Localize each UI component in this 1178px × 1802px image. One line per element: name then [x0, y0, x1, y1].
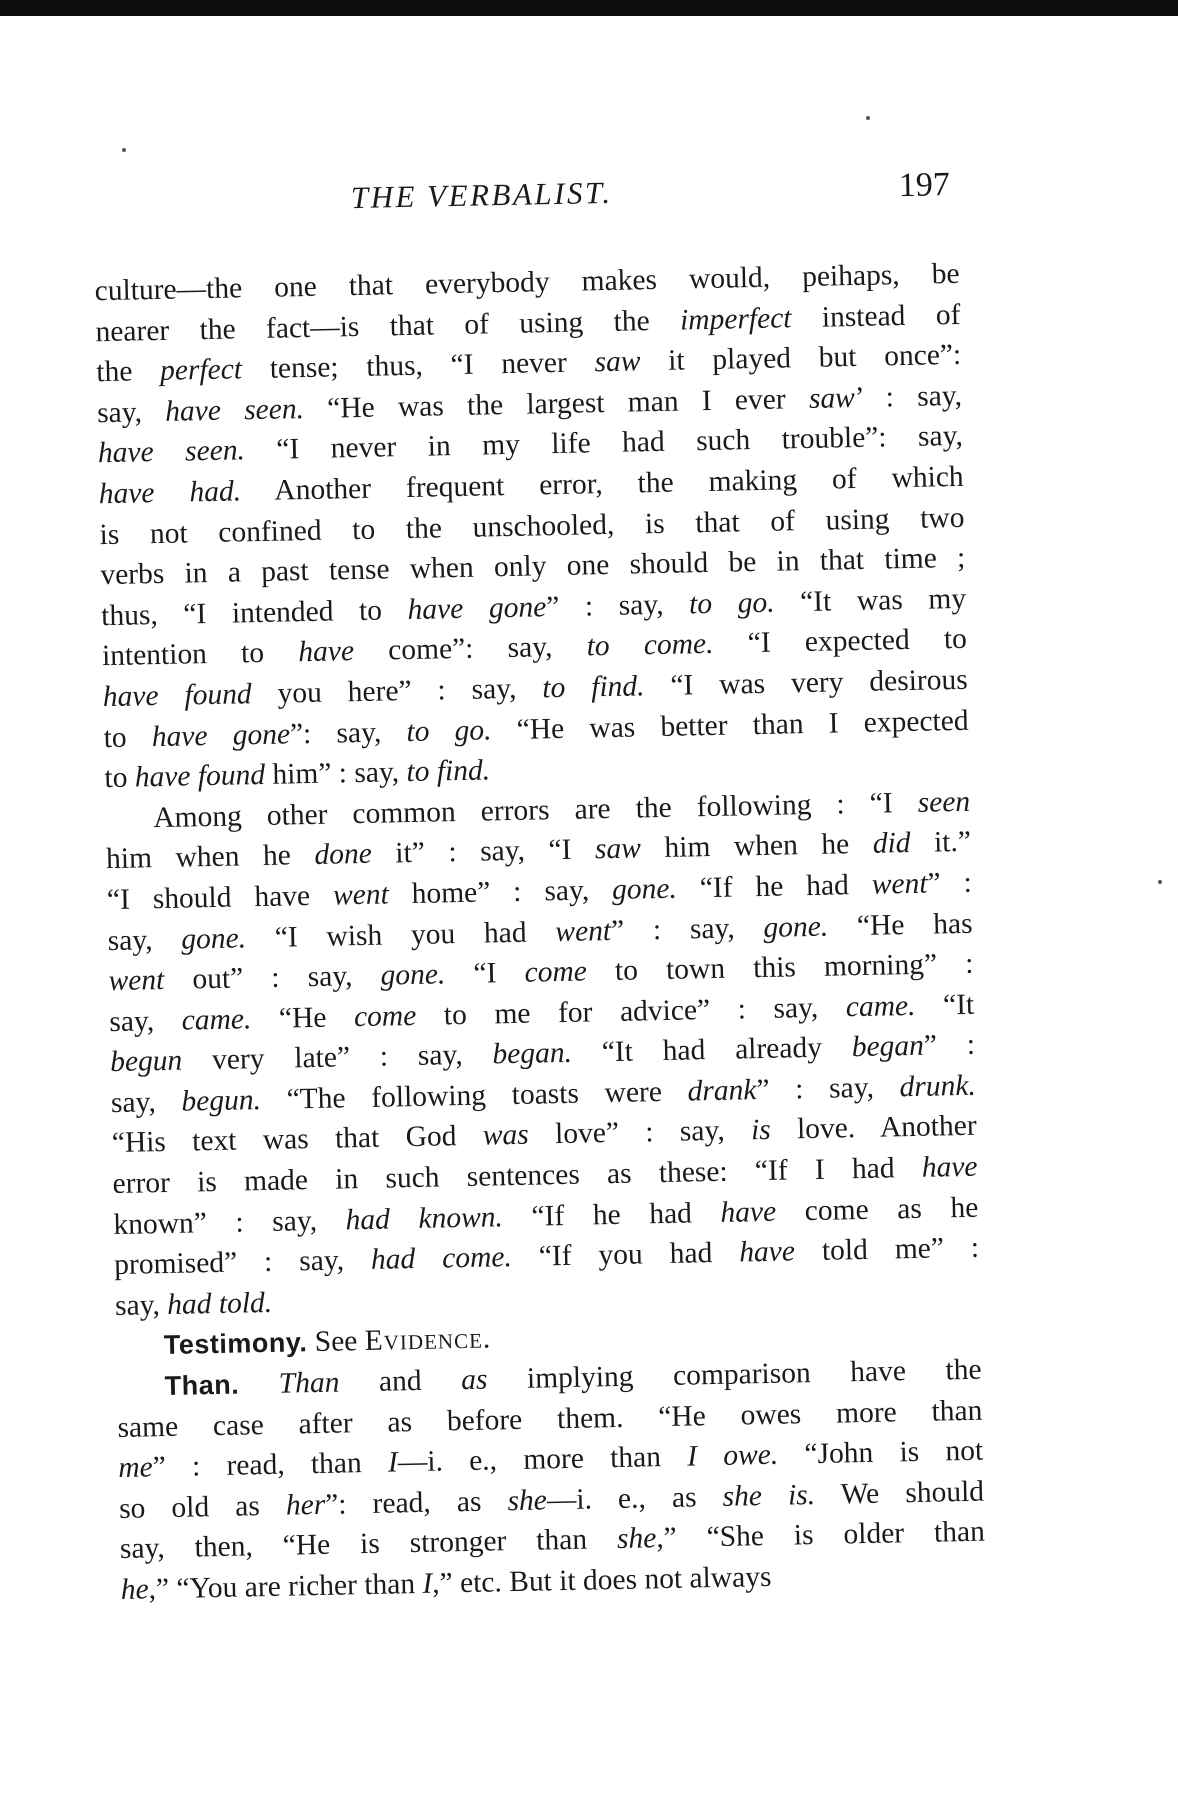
text-line: culture—the one that everybody makes would, peihaps, be: [94, 257, 960, 308]
text-line: went out” : say, gone. “I come to town this morning” :: [108, 947, 974, 998]
text-line: same case after as before them. “He owes more than: [117, 1394, 983, 1444]
paragraph-p2: [105, 781, 980, 1326]
running-head: THE VERBALIST.: [350, 174, 613, 216]
text-line: say, came. “He come to me for advice” : say, came. “It: [109, 988, 975, 1038]
text-line: say, have seen. “He was the largest man I ever saw’ : say,: [96, 379, 963, 429]
text-line: “His text was that God was love” : say, is love. Another: [111, 1110, 977, 1160]
text-line: verbs in a past tense when only one should be in that time ;: [100, 541, 966, 592]
page-header: [93, 168, 959, 235]
text-line: have had. Another frequent error, the making of which: [98, 460, 964, 511]
page-number: 197: [898, 166, 951, 205]
paragraph-p4: [116, 1350, 986, 1611]
text-line: “I should have went home” : say, gone. “If he had went” :: [106, 866, 973, 917]
text-line: thus, “I intended to have gone” : say, to go. “It was my: [100, 582, 967, 632]
text-line: is not confined to the unschooled, is that of using two: [99, 501, 965, 551]
text-line: intention to have come”: say, to come. “I expected to: [101, 623, 968, 673]
text-line: Among other common errors are the following : “I seen: [152, 785, 971, 834]
text-line: have seen. “I never in my life had such trouble”: say,: [97, 420, 964, 470]
text-line: he,” “You are richer than I,” etc. But it does not always: [120, 1560, 772, 1606]
paragraph-p1: [94, 254, 969, 799]
text-line: nearer the fact—is that of using the imperfect instead of: [95, 298, 961, 348]
text-line: me” : read, than I—i. e., more than I owe. “John is not: [118, 1434, 984, 1485]
text-line: say, begun. “The following toasts were drank” : say, drunk.: [110, 1069, 977, 1119]
text-line: him when he done it” : say, “I saw him when he did it.”: [105, 826, 972, 876]
text-line: to have found him” : say, to find.: [104, 754, 491, 795]
text-line: Than. Than and as implying comparison have the: [164, 1353, 982, 1402]
text-line: say, then, “He is stronger than she,” “She is older than: [119, 1516, 986, 1566]
text-line: so old as her”: read, as she—i. e., as she is. We should: [118, 1475, 985, 1525]
text-line: to have gone”: say, to go. “He was better than I expected: [103, 704, 969, 754]
text-line: have found you here” : say, to find. “I was very desirous: [102, 663, 968, 714]
text-line: begun very late” : say, began. “It had already began” :: [109, 1029, 976, 1079]
text-line: say, gone. “I wish you had went” : say, gone. “He has: [107, 907, 973, 957]
text-line: error is made in such sentences as these: “If I had have: [112, 1150, 978, 1201]
body-text: [94, 254, 986, 1611]
text-line: say, had told.: [114, 1286, 273, 1322]
text-line: Testimony. See Evidence.: [163, 1322, 492, 1361]
text-line: promised” : say, had come. “If you had have told me” :: [113, 1231, 980, 1282]
text-line: known” : say, had known. “If he had have come as he: [113, 1191, 979, 1241]
text-line: the perfect tense; thus, “I never saw it played but once”:: [96, 339, 962, 389]
